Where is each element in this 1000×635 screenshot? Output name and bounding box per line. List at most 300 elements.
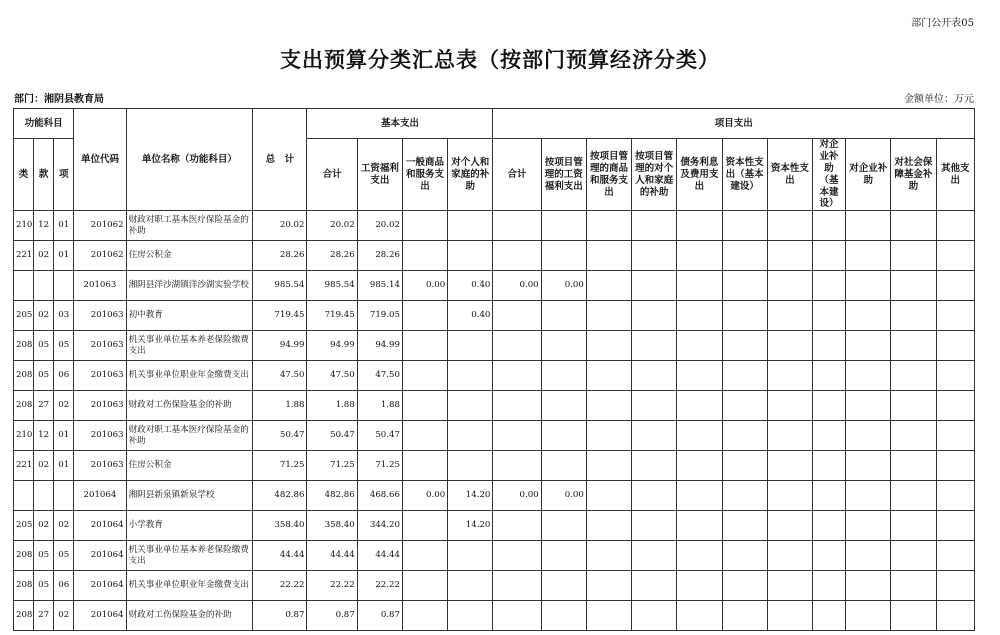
page-title: 支出预算分类汇总表（按部门预算经济分类）	[280, 48, 720, 72]
cell-empty	[586, 391, 631, 421]
cell-empty	[936, 481, 974, 511]
header-basic-expenditure: 基本支出	[307, 109, 493, 139]
department-label: 部门：湘阴县教育局	[14, 94, 104, 105]
cell-lei: 208	[14, 571, 34, 601]
cell-empty	[677, 301, 722, 331]
cell-total: 719.45	[253, 301, 307, 331]
cell-empty	[632, 391, 677, 421]
cell-empty	[891, 601, 936, 631]
cell-empty	[936, 331, 974, 361]
cell-empty	[586, 361, 631, 391]
cell-project-wage: 0.00	[541, 481, 586, 511]
cell-project-total	[493, 331, 541, 361]
cell-lei: 221	[14, 241, 34, 271]
cell-basic-wage: 47.50	[357, 361, 402, 391]
header-project-capital: 资本性支出	[767, 139, 812, 211]
table-row	[14, 481, 975, 511]
cell-unit-name: 湘阴县新泉镇新泉学校	[126, 481, 253, 511]
cell-project-total	[493, 391, 541, 421]
cell-empty	[677, 451, 722, 481]
cell-basic-personal	[448, 361, 493, 391]
cell-kuan	[34, 271, 54, 301]
cell-project-wage	[541, 571, 586, 601]
cell-empty	[722, 331, 767, 361]
header-project-other: 其他支出	[936, 139, 974, 211]
cell-kuan: 27	[34, 391, 54, 421]
header-basic-total: 合计	[307, 139, 357, 211]
header-project-debt: 债务利息及费用支出	[677, 139, 722, 211]
cell-empty	[812, 601, 845, 631]
cell-empty	[677, 391, 722, 421]
cell-empty	[586, 331, 631, 361]
cell-basic-personal	[448, 391, 493, 421]
cell-project-total	[493, 511, 541, 541]
cell-basic-personal	[448, 331, 493, 361]
cell-kuan: 02	[34, 241, 54, 271]
cell-total: 44.44	[253, 541, 307, 571]
cell-empty	[586, 601, 631, 631]
header-project-enterprise: 对企业补助	[846, 139, 891, 211]
cell-project-wage	[541, 541, 586, 571]
header-project-social-security: 对社会保障基金补助	[891, 139, 936, 211]
header-project-goods: 按项目管理的商品和服务支出	[586, 139, 631, 211]
cell-empty	[677, 331, 722, 361]
cell-unit-name: 财政对工伤保险基金的补助	[126, 601, 253, 631]
cell-basic-goods: 0.00	[402, 271, 447, 301]
cell-basic-total: 0.87	[307, 601, 357, 631]
cell-unit-code: 201064	[74, 541, 126, 571]
cell-empty	[586, 271, 631, 301]
header-project-capital-construction: 资本性支出（基本建设）	[722, 139, 767, 211]
cell-lei: 205	[14, 301, 34, 331]
cell-empty	[722, 301, 767, 331]
table-row	[14, 571, 975, 601]
cell-empty	[936, 241, 974, 271]
header-project-enterprise-construction: 对企业补助（基本建设）	[812, 139, 845, 211]
cell-empty	[722, 361, 767, 391]
cell-project-total	[493, 421, 541, 451]
cell-project-wage: 0.00	[541, 271, 586, 301]
cell-empty	[632, 481, 677, 511]
cell-unit-code: 201064	[74, 571, 126, 601]
cell-empty	[767, 511, 812, 541]
cell-basic-wage: 0.87	[357, 601, 402, 631]
cell-basic-total: 22.22	[307, 571, 357, 601]
cell-basic-goods	[402, 211, 447, 241]
cell-empty	[936, 211, 974, 241]
cell-empty	[812, 331, 845, 361]
cell-empty	[586, 481, 631, 511]
cell-project-total	[493, 361, 541, 391]
cell-empty	[722, 571, 767, 601]
cell-lei: 205	[14, 511, 34, 541]
cell-empty	[767, 331, 812, 361]
cell-total: 28.26	[253, 241, 307, 271]
cell-kuan: 12	[34, 211, 54, 241]
cell-basic-goods	[402, 391, 447, 421]
cell-empty	[891, 331, 936, 361]
cell-project-total	[493, 571, 541, 601]
cell-empty	[812, 361, 845, 391]
cell-xiang: 03	[54, 301, 74, 331]
cell-empty	[891, 571, 936, 601]
cell-basic-total: 50.47	[307, 421, 357, 451]
cell-empty	[722, 391, 767, 421]
cell-empty	[586, 301, 631, 331]
cell-basic-goods	[402, 301, 447, 331]
cell-unit-code: 201062	[74, 211, 126, 241]
header-total: 总 计	[253, 109, 307, 211]
cell-project-total	[493, 601, 541, 631]
cell-basic-personal: 0.40	[448, 271, 493, 301]
cell-project-wage	[541, 511, 586, 541]
header-kuan: 款	[34, 139, 54, 211]
cell-basic-goods	[402, 421, 447, 451]
cell-kuan: 05	[34, 361, 54, 391]
cell-empty	[936, 511, 974, 541]
header-project-wage: 按项目管理的工资福利支出	[541, 139, 586, 211]
cell-basic-goods	[402, 541, 447, 571]
cell-empty	[936, 541, 974, 571]
cell-project-total: 0.00	[493, 481, 541, 511]
cell-empty	[936, 301, 974, 331]
cell-basic-personal	[448, 451, 493, 481]
cell-empty	[891, 211, 936, 241]
cell-kuan: 12	[34, 421, 54, 451]
cell-project-wage	[541, 451, 586, 481]
cell-project-wage	[541, 421, 586, 451]
cell-basic-goods	[402, 511, 447, 541]
cell-empty	[722, 511, 767, 541]
cell-kuan: 02	[34, 451, 54, 481]
cell-project-total	[493, 541, 541, 571]
cell-unit-code: 201064	[74, 601, 126, 631]
cell-basic-total: 358.40	[307, 511, 357, 541]
cell-basic-personal: 0.40	[448, 301, 493, 331]
cell-empty	[891, 241, 936, 271]
cell-empty	[722, 451, 767, 481]
cell-basic-wage: 344.20	[357, 511, 402, 541]
cell-project-total	[493, 211, 541, 241]
header-project-personal: 按项目管理的对个人和家庭的补助	[632, 139, 677, 211]
cell-basic-total: 44.44	[307, 541, 357, 571]
cell-empty	[846, 241, 891, 271]
table-row	[14, 421, 975, 451]
cell-basic-personal	[448, 541, 493, 571]
cell-empty	[586, 571, 631, 601]
cell-empty	[846, 301, 891, 331]
cell-unit-code: 201063	[74, 391, 126, 421]
cell-empty	[846, 211, 891, 241]
header-basic-goods: 一般商品和服务支出	[402, 139, 447, 211]
cell-xiang: 02	[54, 601, 74, 631]
cell-basic-total: 1.88	[307, 391, 357, 421]
budget-table	[13, 108, 975, 631]
cell-empty	[677, 511, 722, 541]
table-row	[14, 601, 975, 631]
cell-unit-code: 201064	[74, 511, 126, 541]
cell-unit-name: 财政对职工基本医疗保险基金的补助	[126, 421, 253, 451]
cell-basic-wage: 22.22	[357, 571, 402, 601]
table-row	[14, 451, 975, 481]
cell-project-wage	[541, 211, 586, 241]
table-row	[14, 271, 975, 301]
cell-lei: 208	[14, 361, 34, 391]
cell-unit-name: 湘阴县洋沙湖镇洋沙湖实验学校	[126, 271, 253, 301]
cell-total: 1.88	[253, 391, 307, 421]
cell-basic-total: 985.54	[307, 271, 357, 301]
cell-empty	[767, 421, 812, 451]
header-func-subject: 功能科目	[14, 109, 74, 139]
cell-empty	[632, 301, 677, 331]
cell-kuan: 05	[34, 331, 54, 361]
header-basic-personal: 对个人和家庭的补助	[448, 139, 493, 211]
table-row	[14, 301, 975, 331]
cell-basic-wage: 28.26	[357, 241, 402, 271]
cell-basic-personal	[448, 211, 493, 241]
cell-unit-name: 住房公积金	[126, 451, 253, 481]
cell-empty	[677, 241, 722, 271]
table-row	[14, 391, 975, 421]
cell-unit-code: 201063	[74, 361, 126, 391]
cell-xiang	[54, 271, 74, 301]
table-row	[14, 541, 975, 571]
cell-empty	[767, 361, 812, 391]
cell-empty	[812, 541, 845, 571]
cell-basic-goods	[402, 601, 447, 631]
cell-lei: 208	[14, 601, 34, 631]
cell-xiang: 01	[54, 211, 74, 241]
cell-empty	[586, 451, 631, 481]
cell-empty	[812, 301, 845, 331]
cell-empty	[891, 271, 936, 301]
cell-unit-name: 机关事业单位职业年金缴费支出	[126, 361, 253, 391]
cell-basic-wage: 94.99	[357, 331, 402, 361]
cell-total: 985.54	[253, 271, 307, 301]
cell-empty	[891, 391, 936, 421]
cell-basic-personal	[448, 571, 493, 601]
cell-basic-total: 20.02	[307, 211, 357, 241]
cell-unit-name: 财政对职工基本医疗保险基金的补助	[126, 211, 253, 241]
cell-unit-code: 201062	[74, 241, 126, 271]
cell-empty	[722, 271, 767, 301]
cell-empty	[677, 571, 722, 601]
cell-empty	[632, 361, 677, 391]
cell-empty	[677, 481, 722, 511]
cell-basic-wage: 20.02	[357, 211, 402, 241]
cell-unit-code: 201063	[74, 301, 126, 331]
cell-basic-goods	[402, 451, 447, 481]
cell-empty	[846, 391, 891, 421]
cell-project-wage	[541, 361, 586, 391]
cell-basic-total: 482.86	[307, 481, 357, 511]
cell-empty	[891, 301, 936, 331]
cell-unit-code: 201063	[74, 421, 126, 451]
cell-empty	[632, 331, 677, 361]
cell-project-wage	[541, 601, 586, 631]
cell-kuan: 05	[34, 541, 54, 571]
cell-unit-code: 201064	[74, 481, 126, 511]
cell-basic-goods	[402, 571, 447, 601]
cell-empty	[891, 451, 936, 481]
cell-empty	[722, 211, 767, 241]
cell-project-wage	[541, 391, 586, 421]
cell-xiang: 01	[54, 241, 74, 271]
cell-unit-name: 机关事业单位基本养老保险缴费支出	[126, 541, 253, 571]
cell-lei	[14, 481, 34, 511]
cell-unit-name: 小学教育	[126, 511, 253, 541]
cell-empty	[722, 601, 767, 631]
cell-empty	[891, 511, 936, 541]
cell-empty	[767, 211, 812, 241]
cell-empty	[586, 241, 631, 271]
cell-empty	[677, 421, 722, 451]
cell-xiang: 05	[54, 541, 74, 571]
cell-lei: 210	[14, 211, 34, 241]
cell-empty	[767, 481, 812, 511]
cell-unit-name: 住房公积金	[126, 241, 253, 271]
cell-total: 0.87	[253, 601, 307, 631]
cell-xiang	[54, 481, 74, 511]
cell-empty	[936, 361, 974, 391]
cell-empty	[891, 361, 936, 391]
cell-empty	[936, 391, 974, 421]
cell-empty	[586, 211, 631, 241]
cell-lei	[14, 271, 34, 301]
cell-unit-name: 机关事业单位职业年金缴费支出	[126, 571, 253, 601]
cell-project-total	[493, 451, 541, 481]
cell-xiang: 06	[54, 361, 74, 391]
cell-empty	[767, 391, 812, 421]
cell-empty	[767, 571, 812, 601]
cell-empty	[632, 421, 677, 451]
cell-empty	[632, 511, 677, 541]
cell-empty	[677, 271, 722, 301]
cell-basic-wage: 1.88	[357, 391, 402, 421]
cell-empty	[812, 391, 845, 421]
cell-basic-total: 94.99	[307, 331, 357, 361]
cell-lei: 221	[14, 451, 34, 481]
cell-empty	[767, 601, 812, 631]
cell-basic-goods	[402, 241, 447, 271]
cell-basic-wage: 468.66	[357, 481, 402, 511]
cell-basic-wage: 44.44	[357, 541, 402, 571]
cell-empty	[677, 211, 722, 241]
cell-unit-name: 机关事业单位基本养老保险缴费支出	[126, 331, 253, 361]
header-unit-code: 单位代码	[74, 109, 126, 211]
header-basic-wage: 工资福利支出	[357, 139, 402, 211]
cell-xiang: 02	[54, 391, 74, 421]
cell-basic-total: 719.45	[307, 301, 357, 331]
table-row	[14, 211, 975, 241]
cell-total: 71.25	[253, 451, 307, 481]
cell-empty	[936, 571, 974, 601]
cell-empty	[812, 421, 845, 451]
cell-unit-name: 财政对工伤保险基金的补助	[126, 391, 253, 421]
cell-total: 20.02	[253, 211, 307, 241]
table-code: 部门公开表05	[911, 18, 974, 29]
cell-lei: 208	[14, 331, 34, 361]
cell-empty	[812, 511, 845, 541]
cell-kuan: 05	[34, 571, 54, 601]
cell-lei: 208	[14, 391, 34, 421]
cell-xiang: 01	[54, 451, 74, 481]
table-row	[14, 511, 975, 541]
cell-unit-name: 初中教育	[126, 301, 253, 331]
cell-project-wage	[541, 331, 586, 361]
cell-basic-total: 28.26	[307, 241, 357, 271]
cell-empty	[936, 271, 974, 301]
cell-empty	[632, 451, 677, 481]
cell-total: 482.86	[253, 481, 307, 511]
cell-basic-total: 47.50	[307, 361, 357, 391]
cell-total: 22.22	[253, 571, 307, 601]
cell-empty	[812, 451, 845, 481]
cell-empty	[767, 241, 812, 271]
cell-empty	[586, 511, 631, 541]
cell-project-wage	[541, 241, 586, 271]
header-lei: 类	[14, 139, 34, 211]
cell-project-wage	[541, 301, 586, 331]
cell-basic-wage: 719.05	[357, 301, 402, 331]
cell-project-total	[493, 301, 541, 331]
cell-empty	[846, 271, 891, 301]
cell-empty	[846, 481, 891, 511]
header-xiang: 项	[54, 139, 74, 211]
cell-empty	[846, 361, 891, 391]
cell-empty	[632, 241, 677, 271]
cell-empty	[677, 541, 722, 571]
cell-lei: 208	[14, 541, 34, 571]
cell-kuan	[34, 481, 54, 511]
cell-empty	[677, 361, 722, 391]
cell-empty	[722, 541, 767, 571]
cell-empty	[632, 601, 677, 631]
cell-kuan: 02	[34, 301, 54, 331]
cell-empty	[812, 211, 845, 241]
header-project-total: 合计	[493, 139, 541, 211]
table-row	[14, 361, 975, 391]
cell-empty	[936, 451, 974, 481]
cell-basic-goods	[402, 331, 447, 361]
cell-empty	[767, 271, 812, 301]
cell-empty	[632, 541, 677, 571]
cell-basic-personal	[448, 241, 493, 271]
cell-empty	[891, 481, 936, 511]
cell-empty	[677, 601, 722, 631]
cell-total: 50.47	[253, 421, 307, 451]
cell-empty	[846, 541, 891, 571]
cell-empty	[936, 601, 974, 631]
cell-empty	[812, 481, 845, 511]
cell-empty	[632, 271, 677, 301]
header-project-expenditure: 项目支出	[493, 109, 975, 139]
cell-unit-code: 201063	[74, 271, 126, 301]
cell-empty	[846, 601, 891, 631]
cell-empty	[767, 451, 812, 481]
cell-total: 94.99	[253, 331, 307, 361]
cell-empty	[812, 571, 845, 601]
cell-empty	[846, 571, 891, 601]
cell-basic-goods: 0.00	[402, 481, 447, 511]
cell-empty	[812, 271, 845, 301]
cell-basic-wage: 985.14	[357, 271, 402, 301]
cell-empty	[891, 421, 936, 451]
cell-basic-personal	[448, 601, 493, 631]
cell-basic-personal	[448, 421, 493, 451]
cell-basic-goods	[402, 361, 447, 391]
cell-xiang: 02	[54, 511, 74, 541]
